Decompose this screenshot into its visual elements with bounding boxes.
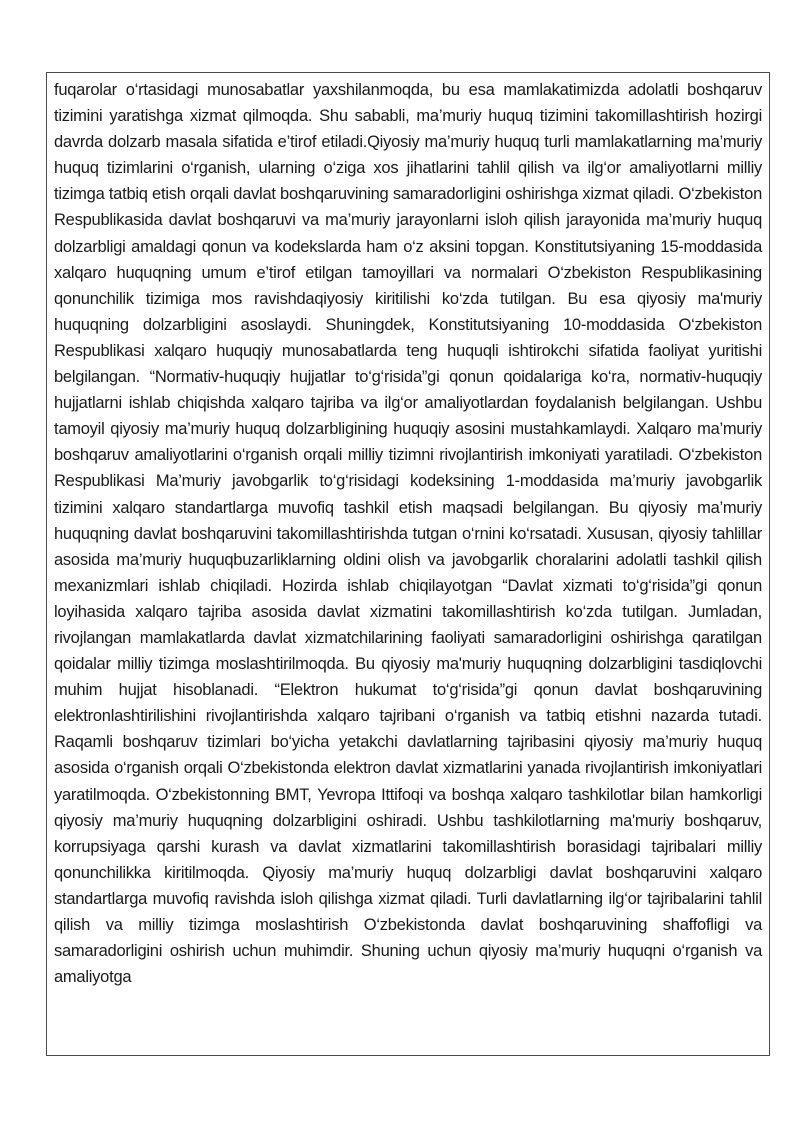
text-frame [46, 72, 770, 1056]
body-paragraph: fuqarolar o‘rtasidagi munosabatlar yaxshilanmoqda, bu esa mamlakatimizda adolatli boshqaruv tizimini yaratishga xizmat qilmoqda. Shu sababli, ma’muriy huquq tizimini takomillashtirish hozirgi davrda dolzarb masala sifatida e’tirof etiladi.Qiyosiy ma’muriy huquq turli mamlakatlarning ma’muriy huquq tizimlarini o‘rganish, ularning o‘ziga xos jihatlarini tahlil qilish va ilg‘or amaliyotlarni milliy tizimga tatbiq etish orqali davlat boshqaruvining samaradorligini oshirishga xizmat qiladi. O‘zbekiston Respublikasida davlat boshqaruvi va ma’muriy jarayonlarni isloh qilish jarayonida ma’muriy huquq dolzarbligi amaldagi qonun va kodekslarda ham o‘z aksini topgan. Konstitutsiyaning 15-moddasida xalqaro huquqning umum e’tirof etilgan tamoyillari va normalari O‘zbekiston Respublikasining qonunchilik tizimiga mos ravishdaqiyosiy kiritilishi ko‘zda tutilgan. Bu esa qiyosiy ma'muriy huquqning dolzarbligini asoslaydi. Shuningdek, Konstitutsiyaning 10-moddasida O‘zbekiston Respublikasi xalqaro huquqiy munosabatlarda teng huquqli ishtirokchi sifatida faoliyat yuritishi belgilangan. “Normativ-huquqiy hujjatlar to‘g‘risida”gi qonun qoidalariga ko‘ra, normativ-huquqiy hujjatlarni ishlab chiqishda xalqaro tajriba va ilg‘or amaliyotlardan foydalanish belgilangan. Ushbu tamoyil qiyosiy ma’muriy huquq dolzarbligining huquqiy asosini mustahkamlaydi. Xalqaro ma’muriy boshqaruv amaliyotlarini o‘rganish orqali milliy tizimni rivojlantirish imkoniyati yaratiladi. O‘zbekiston Respublikasi Ma’muriy javobgarlik to‘g‘risidagi kodeksining 1-moddasida ma’muriy javobgarlik tizimini xalqaro standartlarga muvofiq tashkil etish maqsadi belgilangan. Bu qiyosiy ma’muriy huquqning davlat boshqaruvini takomillashtirishda tutgan o‘rnini ko‘rsatadi. Xususan, qiyosiy tahlillar asosida ma’muriy huquqbuzarliklarning oldini olish va javobgarlik choralarini adolatli tashkil qilish mexanizmlari ishlab chiqiladi. Hozirda ishlab chiqilayotgan “Davlat xizmati to‘g‘risida”gi qonun loyihasida xalqaro tajriba asosida davlat xizmatini takomillashtirish ko‘zda tutilgan. Jumladan, rivojlangan mamlakatlarda davlat xizmatchilarining faoliyati samaradorligini oshirishga qaratilgan qoidalar milliy tizimga moslashtirilmoqda. Bu qiyosiy ma'muriy huquqning dolzarbligini tasdiqlovchi muhim hujjat hisoblanadi. “Elektron hukumat to‘g‘risida”gi qonun davlat boshqaruvining elektronlashtirilishini rivojlantirishda xalqaro tajribani o‘rganish va tatbiq etishni nazarda tutadi. Raqamli boshqaruv tizimlari bo‘yicha yetakchi davlatlarning tajribasini qiyosiy ma’muriy huquq asosida o‘rganish orqali O‘zbekistonda elektron davlat xizmatlarini yanada rivojlantirish imkoniyatlari yaratilmoqda. O‘zbekistonning BMT, Yevropa Ittifoqi va boshqa xalqaro tashkilotlar bilan hamkorligi qiyosiy ma’muriy huquqning dolzarbligini oshiradi. Ushbu tashkilotlarning ma'muriy boshqaruv, korrupsiyaga qarshi kurash va davlat xizmatlarini takomillashtirish borasidagi tajribalari milliy qonunchilikka kiritilmoqda. Qiyosiy ma’muriy huquq dolzarbligi davlat boshqaruvini xalqaro standartlarga muvofiq ravishda isloh qilishga xizmat qiladi. Turli davlatlarning ilg‘or tajribalarini tahlil qilish va milliy tizimga moslashtirish O‘zbekistonda davlat boshqaruvining shaffofligi va samaradorligini oshirish uchun muhimdir. Shuning uchun qiyosiy ma’muriy huquqni o‘rganish va amaliyotga [54, 81, 762, 987]
